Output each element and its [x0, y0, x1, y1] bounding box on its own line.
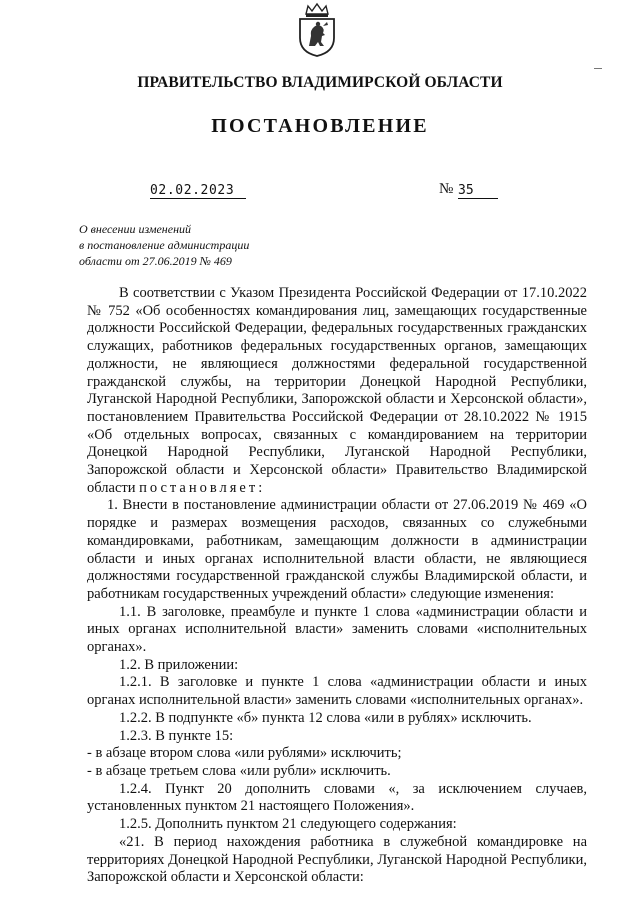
paragraph: 1. Внести в постановление администрации области от 27.06.2019 № 469 «О порядке и размерах возмещения расходов, связанных со служебными командировками, работникам, замещающим должности в администрации области и иных органах исполнительной власти области, не являющиеся должностями государственной гражданской службы Владимирской области, и работникам государственных учреждений области» следующие изменения:: [87, 497, 587, 602]
paragraph: 1.2.1. В заголовке и пункте 1 слова «администрации области и иных органах исполнительной власти» заменить словами «исполнительных органах».: [87, 674, 587, 709]
paragraph: - в абзаце втором слова «или рублями» исключить;: [87, 745, 402, 762]
paragraph: 1.2. В приложении:: [119, 656, 239, 673]
paragraph: «21. В период нахождения работника в служебной командировке на территориях Донецкой Народной Республики, Луганской Народной Республики, Запорожской области и Херсонской области:: [87, 833, 587, 886]
coat-of-arms-icon: [294, 2, 340, 58]
paragraph: 1.1. В заголовке, преамбуле и пункте 1 слова «администрации области и иных органах исполнительной власти» заменить словами «исполнительных органах».: [87, 603, 587, 656]
document-type-title: ПОСТАНОВЛЕНИЕ: [211, 115, 429, 137]
government-name: ПРАВИТЕЛЬСТВО ВЛАДИМИРСКОЙ ОБЛАСТИ: [137, 74, 503, 91]
paragraph: 1.2.4. Пункт 20 дополнить словами «, за исключением случаев, установленных пунктом 21 настоящего Положения».: [87, 780, 587, 815]
paragraph: 1.2.5. Дополнить пунктом 21 следующего содержания:: [119, 816, 457, 833]
subject-line: О внесении изменений: [79, 222, 192, 236]
preamble-verb: постановляет:: [139, 479, 266, 496]
paragraph: 1.2.2. В подпункте «б» пункта 12 слова «или в рублях» исключить.: [119, 709, 532, 726]
paragraph-preamble: [87, 285, 587, 497]
document-number: 35: [458, 183, 498, 199]
paragraph: 1.2.3. В пункте 15:: [119, 727, 234, 744]
document-body: [87, 285, 587, 887]
subject-line: области от 27.06.2019 № 469: [79, 254, 232, 268]
preamble-text: В соответствии с Указом Президента Российской Федерации от 17.10.2022 № 752 «Об особенностях командирования лиц, замещающих государственные должности Российской Федерации, федеральных государственных гражданских служащих, работников федеральных государственных органов, замещающих должности, не являющиеся должностями федеральной государственной гражданской службы, на территории Донецкой Народной Республики, Луганской Народной Республики, Запорожской области и Херсонской области», постановлением Правительства Российской Федерации от 28.10.2022 № 1915 «Об отдельных вопросах, связанных с командированием на территории Донецкой Народной Республики, Луганской Народной Республики, Запорожской области и Херсонской области» Правительство Владимирской области: [87, 285, 587, 496]
document-subject: [79, 221, 249, 269]
subject-line: в постановление администрации: [79, 238, 250, 252]
number-label: №: [439, 181, 454, 197]
paragraph: - в абзаце третьем слова «или рубли» исключить.: [87, 762, 391, 779]
scan-mark: [594, 68, 602, 69]
document-date: 02.02.2023: [150, 183, 246, 199]
